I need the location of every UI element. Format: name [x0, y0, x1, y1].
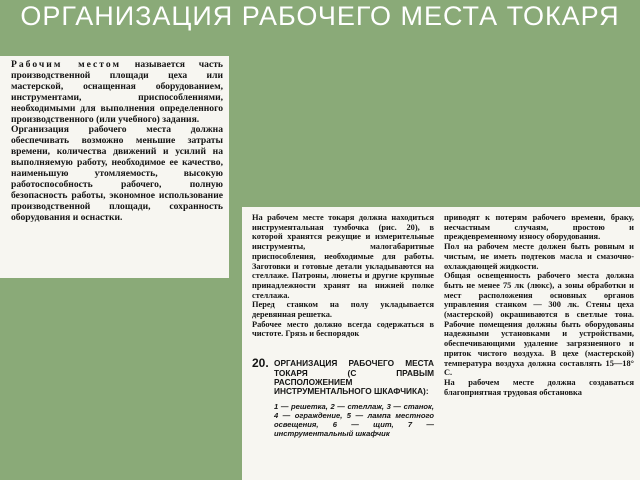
col1-paragraph-2: Перед станком на полу укладывается деревянная решетка. [252, 300, 434, 320]
text-columns [252, 213, 634, 438]
left-paragraph-1 [11, 60, 223, 125]
col2-paragraph-1: приводят к потерям рабочего времени, браку, несчастным случаям, простою и преждевременному износу оборудования. [444, 213, 634, 242]
definition-text: называется часть производственной площади цеха или мастерской, оснащенная оборудованием, инструментами, приспособлениями, необходимыми для выполнения определенного производственного (или учебного) задания. [11, 59, 224, 125]
figure-caption: ОРГАНИЗАЦИЯ РАБОЧЕГО МЕСТА ТОКАРЯ (С ПРАВЫМ РАСПОЛОЖЕНИЕМ ИНСТРУМЕНТАЛЬНОГО ШКАФЧИКА): [274, 358, 434, 397]
col2-paragraph-3: Общая освещенность рабочего места должна быть не менее 75 лк (люкс), а зоны обработки и мест расположения основных органов управления станком — 300 лк. Стены цеха (мастерской) окрашиваются в светлые тона. Рабочие помещения должны быть оборудованы надежными установками и устройствами, обеспечивающими удаление загрязненного и приток чистого воздуха. В цехе (мастерской) температура воздуха должна составлять 15—18° С. [444, 271, 634, 378]
column-left [252, 213, 434, 438]
figure-caption-block [252, 356, 434, 438]
col1-paragraph-3: Рабочее место должно всегда содержаться в чистоте. Грязь и беспорядок [252, 319, 434, 339]
column-right [444, 213, 634, 438]
figure-body [274, 359, 434, 438]
col1-paragraph-1: На рабочем месте токаря должна находиться инструментальная тумбочка (рис. 20), в которой хранятся режущие и измерительные инструменты, малогабаритные приспособления, необходимые для работы. Заготовки и готовые детали укладываются на стеллаже. Патроны, люнеты и другие крупные принадлежности хранят на нижней полке стеллажа. [252, 213, 434, 300]
col2-paragraph-4: На рабочем месте должна создаваться благоприятная трудовая обстановка [444, 377, 634, 397]
slide-title: ОРГАНИЗАЦИЯ РАБОЧЕГО МЕСТА ТОКАРЯ [20, 1, 620, 31]
figure-number: 20. [252, 356, 269, 371]
left-text-page [0, 56, 229, 278]
lead-term: Рабочим местом [11, 59, 122, 70]
right-text-page [242, 207, 640, 480]
col2-paragraph-2: Пол на рабочем месте должен быть ровным и чистым, не иметь подтеков масла и смазочно-охлаждающей жидкости. [444, 242, 634, 271]
left-paragraph-2: Организация рабочего места должна обеспечивать возможно меньшие затраты времени, количества движений и усилий на выполняемую работу, необходимое ее качество, наименьшую утомляемость, высокую работоспособность рабочего, полную безопасность работы, экономное использование производственной площади, сохранность оборудования и оснастки. [11, 124, 223, 223]
figure-legend: 1 — решетка, 2 — стеллаж, 3 — станок, 4 — ограждение, 5 — лампа местного освещения, 6 — щит, 7 — инструментальный шкафчик [274, 401, 434, 438]
